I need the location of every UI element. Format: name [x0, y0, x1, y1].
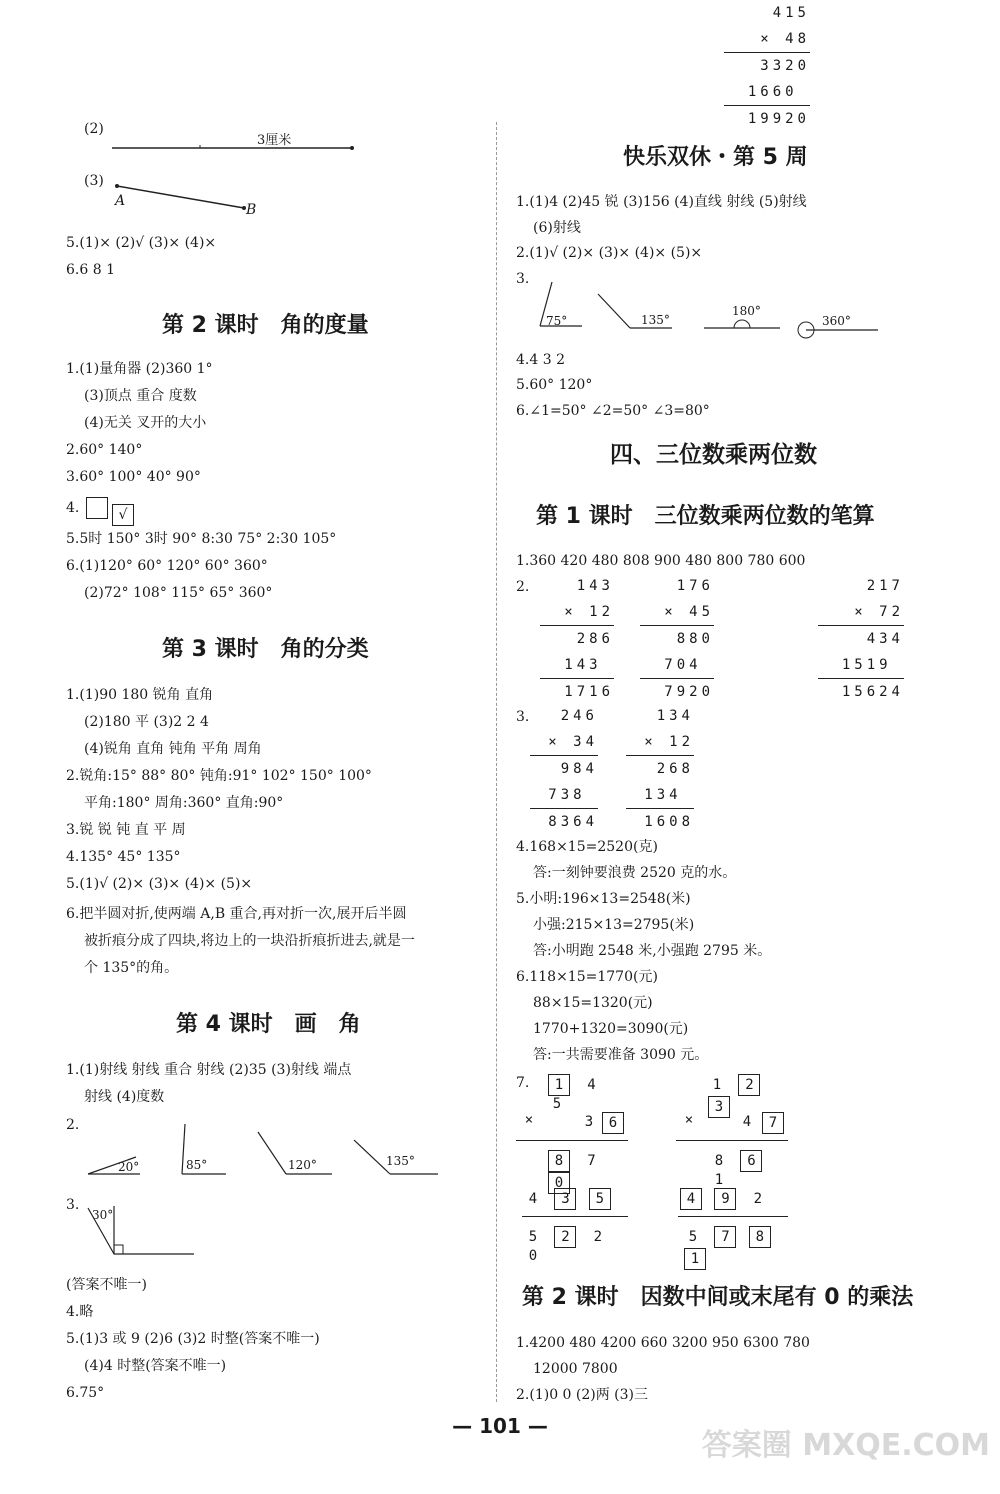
r-l1-q6a: 6.118×15=1770(元) — [516, 969, 658, 985]
l4-q1b: 射线 (4)度数 — [84, 1089, 165, 1105]
r-lesson1-title: 第 1 课时 三位数乘两位数的笔算 — [536, 504, 875, 529]
wk-q5: 5.60° 120° — [516, 377, 593, 393]
l4-q5a: 5.(1)3 或 9 (2)6 (3)2 时整(答案不唯一) — [66, 1331, 320, 1347]
l2-q5: 5.5时 150° 3时 90° 8:30 75° 2:30 105° — [66, 531, 337, 547]
l2-q4-boxes — [84, 497, 136, 526]
ruler-label: 3厘米 — [257, 133, 292, 148]
wk-angle-75: 75° — [546, 314, 568, 328]
r-l1-q6b: 88×15=1320(元) — [533, 995, 653, 1011]
l3-q1a: 1.(1)90 180 锐角 直角 — [66, 687, 214, 703]
r-l1-q4a: 4.168×15=2520(克) — [516, 839, 658, 855]
r-l2-q1a: 1.4200 480 4200 660 3200 950 6300 780 — [516, 1335, 810, 1351]
empty-box — [86, 497, 108, 519]
column-divider — [496, 122, 497, 1402]
l2-q2: 2.60° 140° — [66, 442, 143, 458]
l4-q3-note: (答案不唯一) — [66, 1277, 147, 1293]
l3-q4: 4.135° 45° 135° — [66, 849, 181, 865]
r-l1-q7-label: 7. — [516, 1075, 530, 1091]
angle-135-label: 135° — [386, 1154, 415, 1168]
lesson4-title: 第 4 课时 画 角 — [176, 1012, 361, 1037]
r-l2-q1b: 12000 7800 — [533, 1361, 618, 1377]
l2-q6a: 6.(1)120° 60° 120° 60° 360° — [66, 558, 268, 574]
check-box: √ — [112, 504, 134, 526]
watermark: 答案圈 MXQE.COM — [701, 1428, 990, 1463]
l3-q5: 5.(1)√ (2)× (3)× (4)× (5)× — [66, 876, 253, 892]
l4-q4: 4.略 — [66, 1304, 94, 1320]
r-l2-q2: 2.(1)0 0 (2)两 (3)三 — [516, 1387, 649, 1403]
l3-q3: 3.锐 锐 钝 直 平 周 — [66, 822, 186, 838]
wk-angle-135: 135° — [641, 313, 670, 327]
wk-q4: 4.4 3 2 — [516, 352, 565, 368]
calc-415x48: 415 × 48 3320 1660 19920 — [724, 0, 810, 132]
r-l1-q5a: 5.小明:196×13=2548(米) — [516, 891, 691, 907]
r-l1-q3-label: 3. — [516, 709, 530, 725]
angle-20-label: 20° — [118, 1160, 140, 1174]
item-2-label: (2) — [84, 121, 104, 137]
point-a-label: A — [115, 193, 126, 209]
wk-q1b: (6)射线 — [533, 220, 581, 236]
l4-q5b: (4)4 时整(答案不唯一) — [84, 1358, 227, 1374]
lesson2-title: 第 2 课时 角的度量 — [162, 313, 369, 338]
wk-angle-360: 360° — [822, 314, 851, 328]
l3-q6a: 6.把半圆对折,使两端 A,B 重合,再对折一次,展开后半圆 — [66, 906, 407, 922]
l2-q1a: 1.(1)量角器 (2)360 1° — [66, 361, 213, 377]
r-l1-q6d: 答:一共需要准备 3090 元。 — [533, 1047, 709, 1063]
wk-q3-label: 3. — [516, 271, 530, 287]
weekend-title: 快乐双休・第 5 周 — [623, 145, 808, 170]
angle-120-label: 120° — [288, 1158, 317, 1172]
ruler-line-figure — [112, 128, 357, 158]
l4-q6: 6.75° — [66, 1385, 105, 1401]
l4-q1a: 1.(1)射线 射线 重合 射线 (2)35 (3)射线 端点 — [66, 1062, 352, 1078]
r-l1-q4b: 答:一刻钟要浪费 2520 克的水。 — [533, 865, 737, 881]
unit4-title: 四、三位数乘两位数 — [610, 442, 817, 468]
lesson3-title: 第 3 课时 角的分类 — [162, 637, 369, 662]
r-l1-q5c: 答:小明跑 2548 米,小强跑 2795 米。 — [533, 943, 772, 959]
q5-answer: 5.(1)× (2)√ (3)× (4)× — [66, 235, 217, 251]
r-l1-q6c: 1770+1320=3090(元) — [533, 1021, 689, 1037]
l3-q6b: 被折痕分成了四块,将边上的一块沿折痕折进去,就是一 — [84, 933, 415, 949]
wk-q2: 2.(1)√ (2)× (3)× (4)× (5)× — [516, 245, 703, 261]
l3-q2a: 2.锐角:15° 88° 80° 钝角:91° 102° 150° 100° — [66, 768, 372, 784]
l2-q1c: (4)无关 叉开的大小 — [84, 415, 207, 431]
l2-q4-label: 4. — [66, 500, 80, 516]
calc-176x45: 176 × 45 880 704 7920 — [640, 573, 714, 705]
calc-217x72: 217 × 72 434 1519 15624 — [818, 573, 904, 705]
r-l1-q1: 1.360 420 480 808 900 480 800 780 600 — [516, 553, 806, 569]
q6-answer: 6.6 8 1 — [66, 262, 115, 278]
r-lesson2-title: 第 2 课时 因数中间或末尾有 0 的乘法 — [522, 1285, 914, 1310]
page-number: — 101 — — [452, 1414, 548, 1438]
l2-q1b: (3)顶点 重合 度数 — [84, 388, 197, 404]
l2-q3: 3.60° 100° 40° 90° — [66, 469, 201, 485]
wk-q6: 6.∠1=50° ∠2=50° ∠3=80° — [516, 403, 710, 419]
l3-q6c: 个 135°的角。 — [84, 960, 179, 976]
calc-143x12: 143 × 12 286 143 1716 — [540, 573, 614, 705]
l3-q1c: (4)锐角 直角 钝角 平角 周角 — [84, 741, 262, 757]
calc-134x12: 134 × 12 268 134 1608 — [626, 703, 694, 835]
calc-246x34: 246 × 34 984 738 8364 — [530, 703, 598, 835]
l3-q1b: (2)180 平 (3)2 2 4 — [84, 714, 209, 730]
l4-q3-label: 3. — [66, 1197, 80, 1213]
r-l1-q5b: 小强:215×13=2795(米) — [533, 917, 695, 933]
l2-q6b: (2)72° 108° 115° 65° 360° — [84, 585, 273, 601]
l3-q2b: 平角:180° 周角:360° 直角:90° — [84, 795, 284, 811]
angle-30-label: 30° — [92, 1208, 114, 1222]
wk-q1a: 1.(1)4 (2)45 锐 (3)156 (4)直线 射线 (5)射线 — [516, 194, 807, 210]
angle-85-label: 85° — [186, 1158, 208, 1172]
l4-q2-label: 2. — [66, 1117, 80, 1133]
wk-angle-180: 180° — [732, 304, 761, 318]
segment-ab-figure — [112, 180, 262, 220]
r-l1-q2-label: 2. — [516, 579, 530, 595]
item-3-label: (3) — [84, 173, 104, 189]
point-b-label: B — [246, 202, 257, 218]
